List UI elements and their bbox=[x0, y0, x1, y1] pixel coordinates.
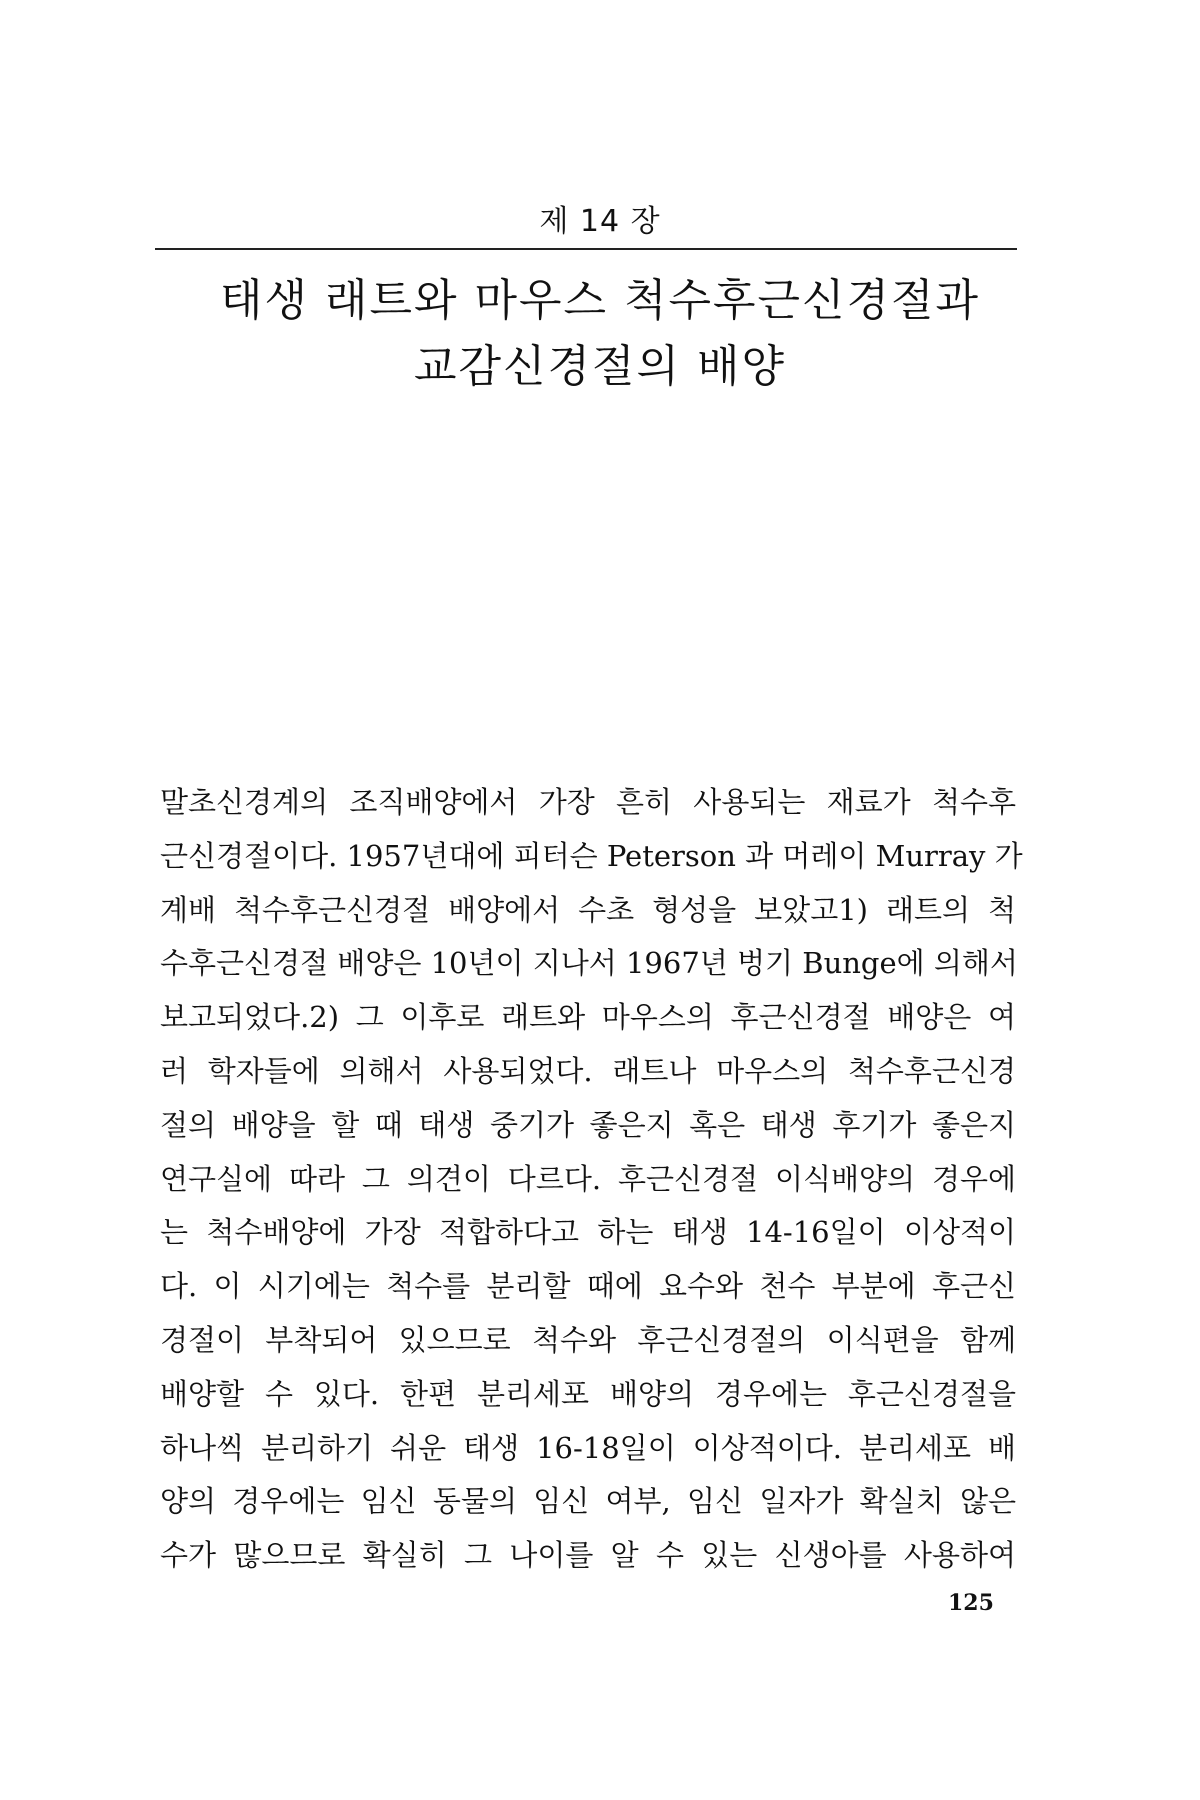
body-line: 하나씩 분리하기 쉬운 태생 16-18일이 이상적이다. 분리세포 배 bbox=[160, 1430, 1016, 1465]
body-line: 계배 척수후근신경절 배양에서 수초 형성을 보았고1) 래트의 척 bbox=[160, 892, 1016, 927]
body-line: 러 학자들에 의해서 사용되었다. 래트나 마우스의 척수후근신경 bbox=[160, 1053, 1016, 1088]
body-line: 경절이 부착되어 있으므로 척수와 후근신경절의 이식편을 함께 bbox=[160, 1322, 1016, 1357]
body-line: 근신경절이다. 1957년대에 피터슨 Peterson 과 머레이 Murray 가 bbox=[160, 838, 1023, 873]
body-line: 다. 이 시기에는 척수를 분리할 때에 요수와 천수 부분에 후근신 bbox=[160, 1269, 1016, 1304]
body-line: 는 척수배양에 가장 적합하다고 하는 태생 14-16일이 이상적이 bbox=[160, 1215, 1016, 1250]
chapter-title-line-1: 태생 래트와 마우스 척수후근신경절과 bbox=[219, 275, 981, 326]
body-line: 말초신경계의 조직배양에서 가장 흔히 사용되는 재료가 척수후 bbox=[160, 785, 1016, 819]
chapter-divider bbox=[155, 248, 1017, 250]
body-line: 절의 배양을 할 때 태생 중기가 좋은지 혹은 태생 후기가 좋은지 bbox=[160, 1107, 1016, 1142]
body-line: 보고되었다.2) 그 이후로 래트와 마우스의 후근신경절 배양은 여 bbox=[160, 1000, 1016, 1035]
body-line: 양의 경우에는 임신 동물의 임신 여부, 임신 일자가 확실치 않은 bbox=[160, 1484, 1016, 1519]
body-line: 배양할 수 있다. 한편 분리세포 배양의 경우에는 후근신경절을 bbox=[160, 1376, 1016, 1411]
page-number: 125 bbox=[948, 1590, 994, 1616]
body-paragraph bbox=[160, 776, 1023, 1583]
body-line: 수후근신경절 배양은 10년이 지나서 1967년 벙기 Bunge에 의해서 bbox=[160, 946, 1018, 981]
body-line: 수가 많으므로 확실히 그 나이를 알 수 있는 신생아를 사용하여 bbox=[160, 1538, 1016, 1573]
chapter-title-line-2: 교감신경절의 배양 bbox=[413, 341, 787, 392]
body-line: 연구실에 따라 그 의견이 다르다. 후근신경절 이식배양의 경우에 bbox=[160, 1161, 1016, 1196]
chapter-label: 제 14 장 bbox=[539, 204, 661, 239]
chapter-title bbox=[0, 268, 1200, 400]
